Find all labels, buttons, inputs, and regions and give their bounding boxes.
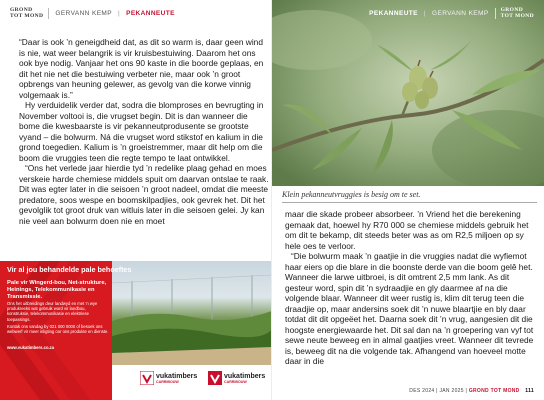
page-footer: DES 2024 | JAN 2025 | GROND TOT MOND 111 [409, 388, 534, 394]
article-paragraph: “Die bolwurm maak ’n gaatjie in die vruggies nadat die wyfiemot haar eiers op die blare in die boonste derde van die boom gelê het. Wanneer die larwe uitbroei, is dit omtrent 2,5 mm lank. As dit gesteur word, spin dit ’n sydraadjie en gly daarmee af na die volgende blaar. Wanneer dit weer rustig is, klim dit terug teen die draadjie op, maar andersins soek dit ’n nuwe blaartjie en bly daar totdat dit dit opgeëet het. Daarna soek dit ’n vrug, aangesien dit die hoogste energiewaarde het. Dit sal dan na ’n groepering van vyf tot sewe neute beweeg en in almal gaatjies vreet. Wanneer dit tevrede is, beweeg dit na die volgende tak. Afhangend van hoeveel motte daar in die [285, 251, 534, 366]
vuka-brand-name: vukatimbers [156, 372, 198, 380]
ad-logo-strip [112, 365, 272, 400]
vuka-logo-1 [140, 371, 197, 385]
vuka-logo-icon [208, 371, 222, 385]
logo-line-1: GROND [10, 7, 33, 13]
page-header-left [10, 8, 175, 19]
article-paragraph: “Ons het verlede jaar hierdie tyd ’n redelike plaag gehad en moes verskeie harde chemiese middels spuit om daarvan ontslae te raak. Dit was egter later in die seisoen ’n groot nadeel, omdat die meeste predatore, soos wespe en boomskilpadjies, ook gevrek het. Dit het gevolglik tot groot druk van witluis later in die seisoen gelei. Jy kan nie veel aan bolwurm doen nie en moet [19, 163, 269, 226]
footer-issue: DES 2024 | JAN 2025 [409, 388, 464, 394]
logo-line-1: GROND [500, 7, 524, 13]
article-paragraph: maar die skade probeer absorbeer. ’n Vriend het die berekening gemaak dat, hoewel hy R70 000 se chemiese middels gebruik het om dit te bekamp, dit steeds beter was as om R2,5 miljoen op sy hele oes te verloor. [285, 209, 529, 251]
header-author: GERVANN KEMP [432, 10, 489, 17]
header-author: GERVANN KEMP [55, 10, 112, 17]
ad-contact-text: Kontak ons vandag by 021 000 0000 of besoek ons webwerf vir meer inligting oor ons produkte en dienste. [7, 324, 109, 335]
footer-brand: GROND TOT MOND [468, 388, 520, 394]
pecan-branch-illustration [272, 0, 544, 186]
logo-line-2: TOT MOND [500, 12, 534, 19]
ad-orchard-photo [112, 261, 272, 365]
vuka-brand-sub: CARRIBOUW [224, 379, 247, 384]
article-paragraph: Hy verduidelik verder dat, sodra die blomproses en bevrugting in November voltooi is, die vrugset begin. Dit is dan wanneer die bome die kwesbaarste is vir pekanneutprodusente se grootste vyand – die bolwurm. Ná die vrugset word stikstof en kalium in die grond toegedien. Kalium is ’n groeistremmer, maar dit help om die boom die vruggies teen die regte tempo te laat ontwikkel. [19, 100, 264, 163]
logo-line-2: TOT MOND [10, 12, 44, 19]
page-header-right [369, 8, 534, 19]
page-number: 111 [525, 388, 534, 394]
article-column-left [19, 37, 269, 226]
ad-website-link[interactable]: www.vukatimbers.co.za [7, 345, 55, 350]
vuka-brand-name: vukatimbers [224, 372, 266, 380]
ad-body-text: Ons het uitbreidings deur landwyd en met ’n wye produkreeks wat gebruik word vir landbou, konstruksie, telekommunikasie en elektriese toepassings. [7, 301, 98, 322]
ad-subtitle: Pale vir Wingerd-bou, Net-strukture, Heinings, Telekommunikasie en Transmissie. [7, 280, 107, 300]
pecan-nut-photo [272, 0, 544, 186]
advertisement[interactable] [0, 261, 272, 400]
header-separator: | [117, 10, 121, 17]
orchard-illustration [112, 261, 272, 365]
photo-caption: Klein pekanneutvruggies is besig om te set. [282, 190, 421, 199]
ad-title: Vir al jou behandelde pale behoeftes [7, 265, 132, 274]
vuka-logo-icon [140, 371, 154, 385]
magazine-logo [10, 8, 49, 19]
vuka-brand-sub: CARRIBOUW [156, 379, 179, 384]
ad-red-panel [0, 261, 112, 400]
article-column-right [285, 209, 539, 367]
header-section: PEKANNEUTE [126, 10, 175, 17]
vuka-logo-2 [208, 371, 265, 385]
right-page [272, 0, 544, 400]
header-section: PEKANNEUTE [369, 10, 418, 17]
header-separator: | [423, 10, 427, 17]
article-paragraph: “Daar is ook ’n geneigdheid dat, as dit so warm is, daar geen wind is nie, wat weer belangrik is vir kruisbestuiwing. Daarom het ons ook bye nodig. Vanjaar het ons 90 kaste in die boorde geplaas, en dit het nie net die bestuiwing verbeter nie, maar ook ’n groot opbrengs van heuning gelewer, as gevolg van die korwe vinnig volgemaak is.” [19, 37, 264, 100]
caption-divider [282, 202, 537, 203]
magazine-logo [495, 8, 534, 19]
